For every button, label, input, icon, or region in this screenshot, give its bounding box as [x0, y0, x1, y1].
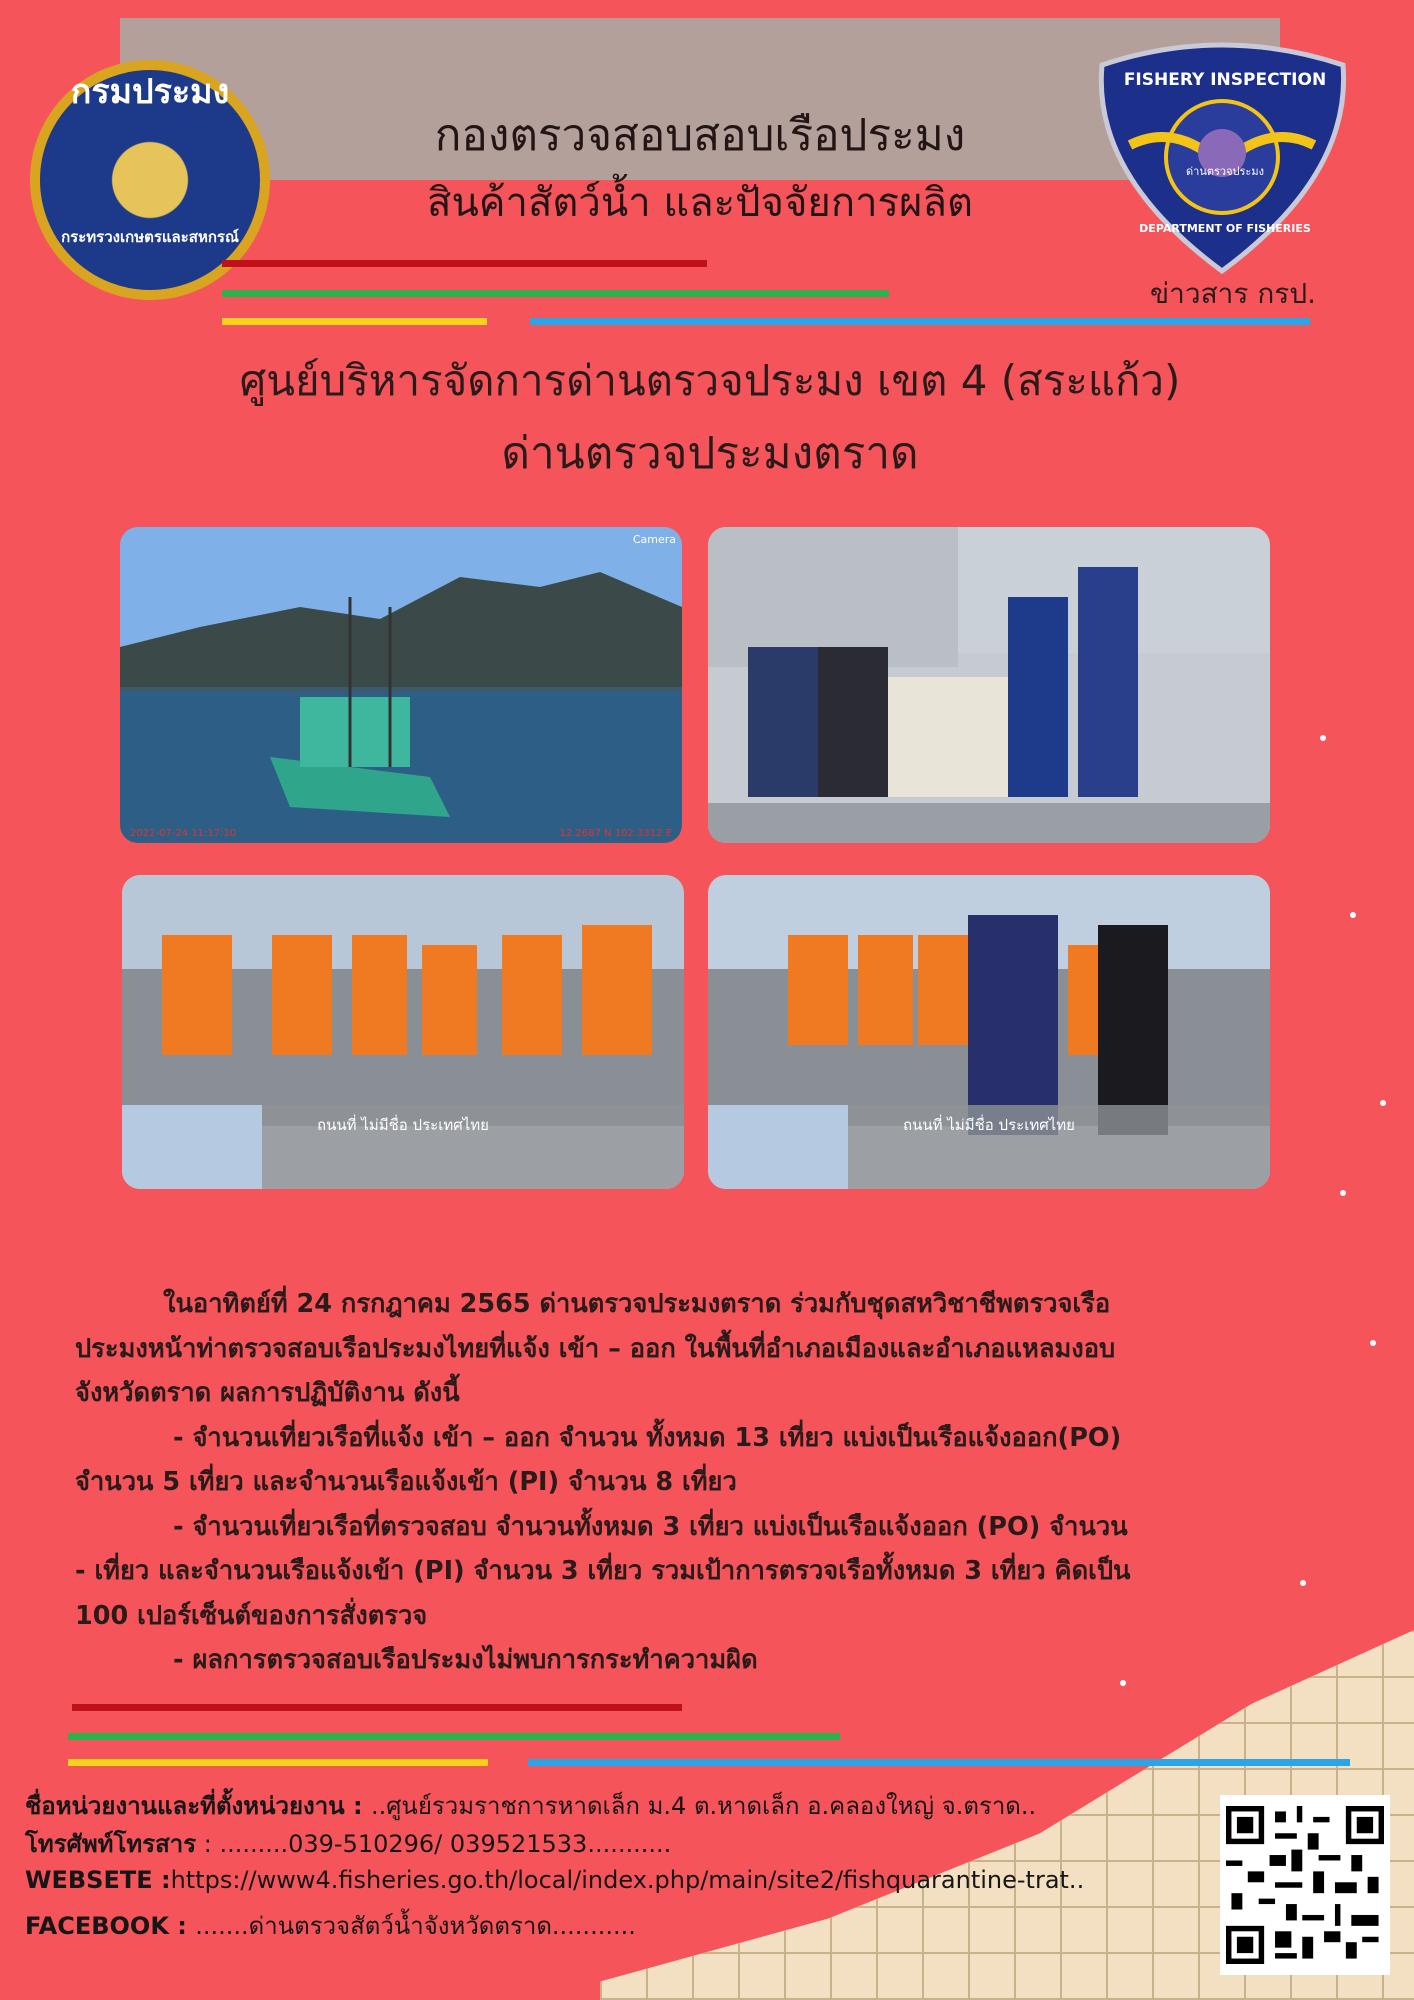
report-item2-line3: 100 เปอร์เซ็นต์ของการสั่งตรวจ [75, 1600, 428, 1631]
footer-unit [25, 1786, 1036, 1825]
decorative-dot [1380, 1100, 1386, 1106]
checkpoint-title: ด่านตรวจประมงตราด [501, 428, 919, 479]
footer-fb-value: .......ด่านตรวจสัตว์น้ำจังหวัดตราด........... [195, 1912, 636, 1940]
decorative-dot [1340, 1190, 1346, 1196]
photo-location-caption: ถนนที่ ไม่มีชื่อ ประเทศไทย [903, 1116, 1075, 1134]
decorative-dot [1350, 912, 1356, 918]
footer-phone-value: : .........039-510296/ 039521533........... [196, 1830, 672, 1858]
badge-bottom-text: DEPARTMENT OF FISHERIES [1139, 222, 1311, 235]
divider-blue [528, 1759, 1350, 1766]
footer-website [25, 1866, 1084, 1894]
divider-red [72, 1704, 682, 1711]
page-title-line1: กองตรวจสอบสอบเรือประมง [434, 110, 966, 161]
photo-timestamp: 2022-07-24 11:17:10 [130, 828, 237, 839]
footer-web-label: WEBSETE : [25, 1866, 171, 1894]
page-title-line2: สินค้าสัตว์น้ำ และปัจจัยการผลิต [427, 180, 973, 226]
badge-top-text: FISHERY INSPECTION [1123, 70, 1327, 90]
report-item1-line2: จำนวน 5 เที่ยว และจำนวนเรือแจ้งเข้า (PI) จำนวน 8 เที่ยว [75, 1467, 737, 1497]
photo-location-caption: ถนนที่ ไม่มีชื่อ ประเทศไทย [317, 1116, 489, 1134]
center-title: ศูนย์บริหารจัดการด่านตรวจประมง เขต 4 (สระแก้ว) [239, 356, 1181, 405]
decorative-dot [1370, 1340, 1376, 1346]
seal-bottom-text: กระทรวงเกษตรและสหกรณ์ [61, 228, 239, 246]
report-item1-line1: - จำนวนเที่ยวเรือที่แจ้ง เข้า – ออก จำนวน ทั้งหมด 13 เที่ยว แบ่งเป็นเรือแจ้งออก(PO) [173, 1422, 1122, 1453]
camera-label: Camera [632, 533, 676, 546]
report-item3: - ผลการตรวจสอบเรือประมงไม่พบการกระทำความผิด [173, 1645, 758, 1675]
divider-green [222, 290, 889, 297]
divider-blue [530, 318, 1310, 325]
photo-inspection-desk [708, 527, 1270, 843]
report-para1-line1: ในอาทิตย์ที่ 24 กรกฎาคม 2565 ด่านตรวจประมงตราด ร่วมกับชุดสหวิชาชีพตรวจเรือ [163, 1289, 1111, 1319]
photo-crew-lifejackets [122, 875, 684, 1189]
decorative-dot [1320, 735, 1326, 741]
footer-unit-value: ..ศูนย์รวมราชการหาดเล็ก ม.4 ต.หาดเล็ก อ.คลองใหญ่ จ.ตราด.. [370, 1792, 1037, 1820]
divider-red [222, 260, 707, 267]
report-para1-line2: ประมงหน้าท่าตรวจสอบเรือประมงไทยที่แจ้ง เข้า – ออก ในพื้นที่อำเภอเมืองและอำเภอแหลมงอบ [75, 1333, 1116, 1364]
footer-fb-label: FACEBOOK : [25, 1912, 196, 1940]
qr-code-icon[interactable] [1220, 1795, 1390, 1975]
footer-phone [25, 1824, 671, 1863]
photo-fishing-boat [120, 527, 682, 843]
footer-web-link[interactable]: https://www4.fisheries.go.th/local/index.php/main/site2/fishquarantine-trat.. [170, 1866, 1085, 1894]
report-item2-line2: - เที่ยว และจำนวนเรือแจ้งเข้า (PI) จำนวน 3 เที่ยว รวมเป้าการตรวจเรือทั้งหมด 3 เที่ยว คิดเป็น [75, 1556, 1131, 1586]
footer-phone-label: โทรศัพท์โทรสาร [25, 1830, 197, 1858]
report-item2-line1: - จำนวนเที่ยวเรือที่ตรวจสอบ จำนวนทั้งหมด 3 เที่ยว แบ่งเป็นเรือแจ้งออก (PO) จำนวน [173, 1511, 1128, 1542]
badge-center-text: ด่านตรวจประมง [1186, 165, 1264, 178]
news-label: ข่าวสาร กรป. [1150, 277, 1317, 310]
footer-unit-label: ชื่อหน่วยงานและที่ตั้งหน่วยงาน : [25, 1792, 371, 1820]
footer-facebook [25, 1906, 636, 1945]
decorative-dot [1300, 1580, 1306, 1586]
decorative-dot [1120, 1680, 1126, 1686]
report-body [75, 1282, 1335, 1683]
report-para1-line3: จังหวัดตราด ผลการปฏิบัติงาน ดังนี้ [75, 1378, 460, 1408]
seal-top-text: กรมประมง [70, 72, 230, 112]
photo-crew-inspection [708, 875, 1270, 1189]
divider-green [68, 1733, 840, 1740]
divider-yellow [222, 318, 487, 325]
divider-yellow [68, 1759, 488, 1766]
photo-gps: 12.2687 N 102.3312 E [559, 828, 672, 839]
